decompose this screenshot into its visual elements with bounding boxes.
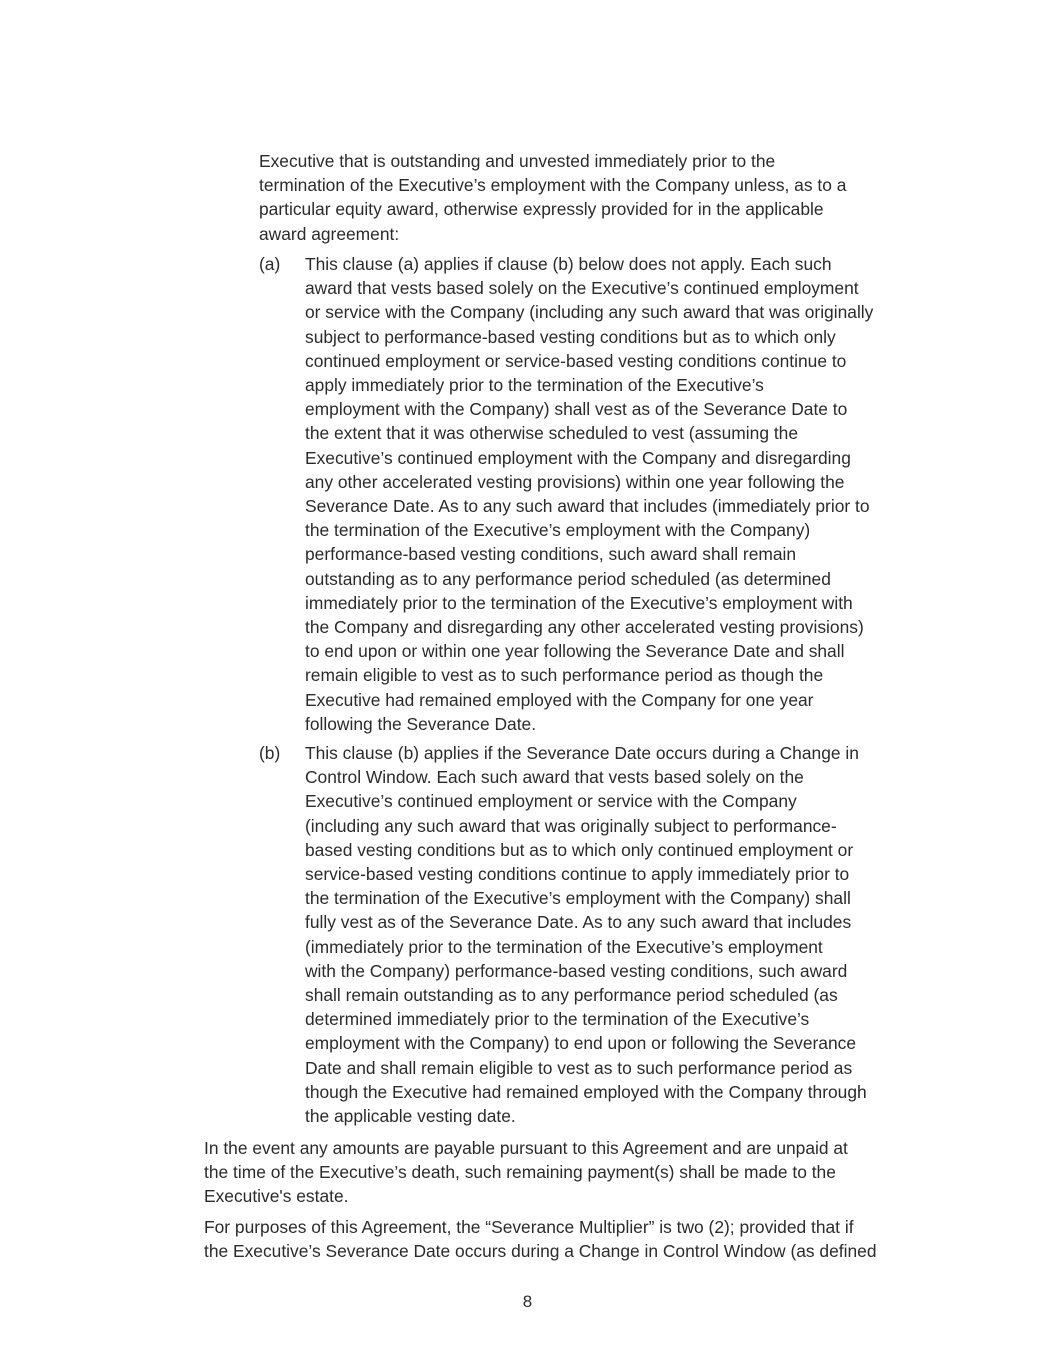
text-line: apply immediately prior to the termination of the Executive’s	[305, 375, 764, 396]
text-line: the Executive’s Severance Date occurs during a Change in Control Window (as defined	[204, 1241, 877, 1262]
text-line: though the Executive had remained employed with the Company through	[305, 1081, 867, 1102]
text-line: the termination of the Executive’s employment with the Company) shall	[305, 888, 851, 909]
text-line: based vesting conditions but as to which only continued employment or	[305, 839, 854, 860]
text-line: immediately prior to the termination of the Executive’s employment with	[305, 592, 853, 613]
text-line: following the Severance Date.	[305, 713, 537, 734]
text-line: continued employment or service-based vesting conditions continue to	[305, 350, 847, 371]
text-line: outstanding as to any performance period scheduled (as determined	[305, 568, 831, 589]
text-line: the time of the Executive’s death, such remaining payment(s) shall be made to the	[204, 1162, 836, 1183]
text-line: (immediately prior to the termination of the Executive’s employment	[305, 936, 823, 957]
text-line: any other accelerated vesting provisions) within one year following the	[305, 471, 845, 492]
text-line: Control Window. Each such award that vests based solely on the	[305, 767, 804, 788]
text-line: remain eligible to vest as to such performance period as though the	[305, 665, 824, 686]
text-line: the applicable vesting date.	[305, 1106, 516, 1127]
clause-b-label: (b)	[259, 743, 281, 763]
intro-paragraph	[259, 149, 846, 246]
text-line: award agreement:	[259, 223, 400, 244]
text-line: Executive’s continued employment with the Company and disregarding	[305, 447, 851, 468]
text-line: In the event any amounts are payable pursuant to this Agreement and are unpaid at	[204, 1138, 848, 1158]
text-line: This clause (a) applies if clause (b) below does not apply. Each such	[305, 254, 832, 274]
text-line: subject to performance-based vesting conditions but as to which only	[305, 326, 836, 347]
text-line: Executive’s continued employment or service with the Company	[305, 791, 797, 812]
text-line: Severance Date. As to any such award that includes (immediately prior to	[305, 496, 870, 517]
text-line: This clause (b) applies if the Severance Date occurs during a Change in	[305, 743, 859, 763]
text-line: For purposes of this Agreement, the “Severance Multiplier” is two (2); provided that if	[204, 1217, 854, 1237]
text-line: performance-based vesting conditions, such award shall remain	[305, 544, 797, 565]
text-line: Date and shall remain eligible to vest as to such performance period as	[305, 1057, 853, 1078]
clause-a-body	[305, 252, 873, 736]
text-line: or service with the Company (including any such award that was originally	[305, 302, 874, 323]
text-line: to end upon or within one year following the Severance Date and shall	[305, 641, 845, 662]
death-paragraph	[204, 1136, 848, 1209]
text-line: the Company and disregarding any other accelerated vesting provisions)	[305, 617, 864, 638]
clause-b-body	[305, 741, 867, 1128]
page-number: 8	[522, 1292, 533, 1311]
text-line: award that vests based solely on the Executive’s continued employment	[305, 278, 859, 299]
text-line: the termination of the Executive’s employment with the Company)	[305, 520, 811, 541]
severance-multiplier-paragraph	[204, 1215, 877, 1263]
text-line: employment with the Company) to end upon or following the Severance	[305, 1033, 857, 1054]
text-line: with the Company) performance-based vesting conditions, such award	[305, 960, 848, 981]
text-line: shall remain outstanding as to any performance period scheduled (as	[305, 985, 838, 1006]
text-line: termination of the Executive’s employment with the Company unless, as to a	[259, 175, 847, 196]
text-line: fully vest as of the Severance Date. As to any such award that includes	[305, 912, 852, 933]
text-line: Executive's estate.	[204, 1186, 349, 1207]
text-line: employment with the Company) shall vest as of the Severance Date to	[305, 399, 848, 420]
text-line: determined immediately prior to the termination of the Executive’s	[305, 1009, 810, 1030]
clause-a-label: (a)	[259, 254, 281, 274]
text-line: Executive that is outstanding and unvested immediately prior to the	[259, 151, 776, 171]
text-line: service-based vesting conditions continue to apply immediately prior to	[305, 864, 850, 885]
text-line: (including any such award that was originally subject to performance-	[305, 815, 837, 836]
text-line: Executive had remained employed with the Company for one year	[305, 689, 814, 710]
text-line: particular equity award, otherwise expressly provided for in the applicable	[259, 199, 824, 220]
text-line: the extent that it was otherwise scheduled to vest (assuming the	[305, 423, 799, 444]
